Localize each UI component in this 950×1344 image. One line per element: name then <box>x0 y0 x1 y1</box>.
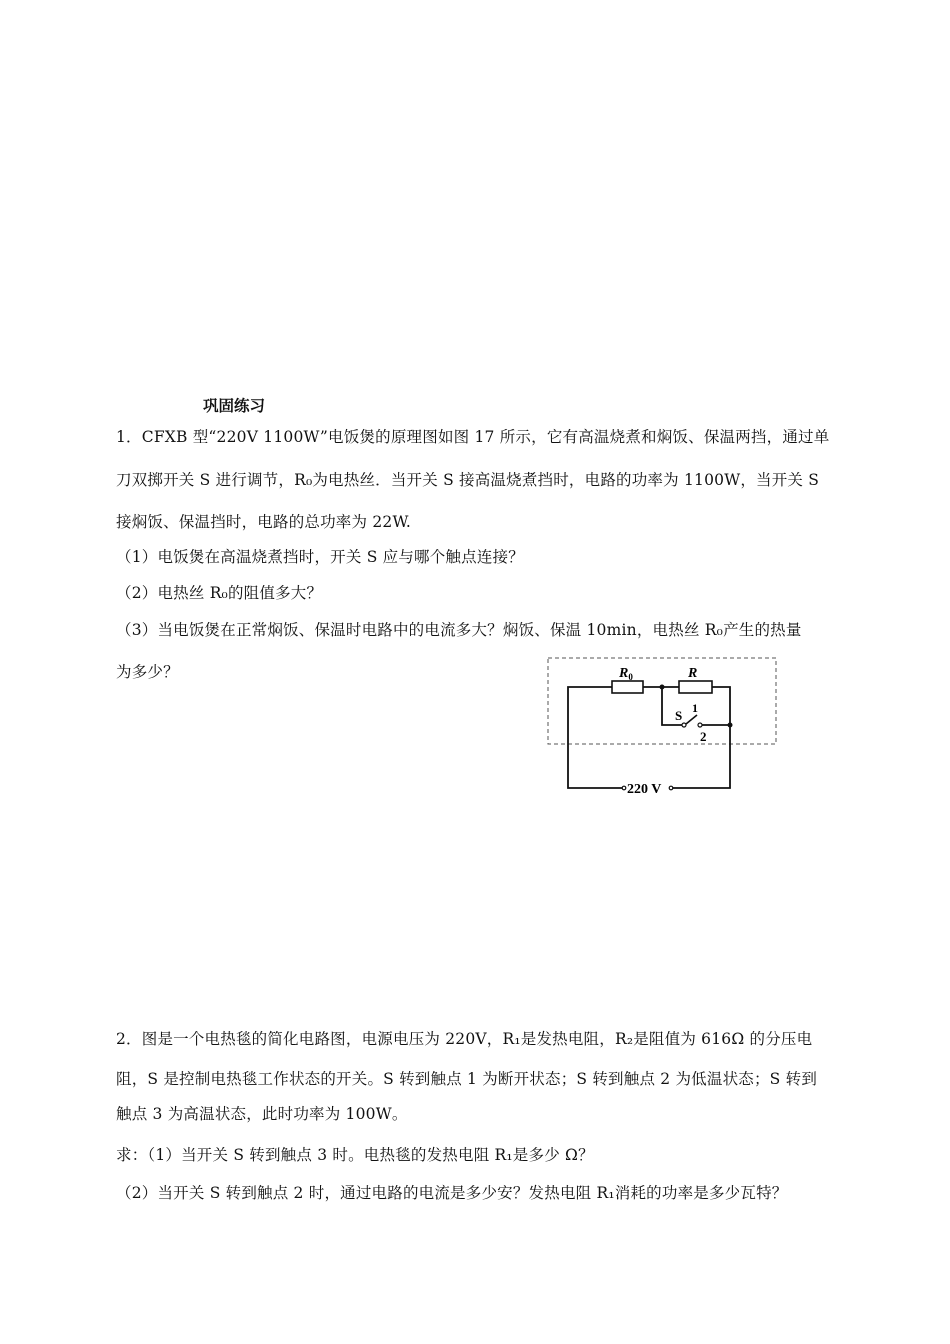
q1-line-2: 刀双掷开关 S 进行调节，R₀为电热丝．当开关 S 接高温烧煮挡时，电路的功率为 1100W，当开关 S <box>116 471 820 489</box>
terminal-right <box>669 786 673 790</box>
label-contact-2: 2 <box>700 729 707 744</box>
resistor-r <box>679 681 712 693</box>
label-r0: $R_0$ <box>619 666 633 682</box>
label-switch: S <box>675 708 683 723</box>
label-r: R <box>688 666 698 681</box>
resistor-r0 <box>612 681 643 693</box>
q2-line-3: 触点 3 为高温状态，此时功率为 100W。 <box>116 1105 408 1123</box>
section-heading: 巩固练习 <box>203 397 266 415</box>
q1-line-5: （2）电热丝 R₀的阻值多大？ <box>116 584 323 602</box>
q1-line-3: 接焖饭、保温挡时，电路的总功率为 22W. <box>116 513 412 531</box>
label-voltage: 220 V <box>627 782 662 797</box>
junction-right <box>728 723 733 728</box>
q2-line-2: 阻，S 是控制电热毯工作状态的开关。S 转到触点 1 为断开状态；S 转到触点 2 为低温状态；S 转到 <box>116 1070 818 1088</box>
q2-line-4: 求：（1）当开关 S 转到触点 3 时。电热毯的发热电阻 R₁是多少 Ω？ <box>116 1146 594 1164</box>
q2-line-5: （2）当开关 S 转到触点 2 时，通过电路的电流是多少安？发热电阻 R₁消耗的功率是多少瓦特？ <box>116 1184 788 1202</box>
q1-line-1: 1．CFXB 型“220V 1100W”电饭煲的原理图如图 17 所示，它有高温烧煮和焖饭、保温两挡，通过单 <box>116 428 830 446</box>
q2-line-1: 2．图是一个电热毯的简化电路图，电源电压为 220V，R₁是发热电阻，R₂是阻值为 616Ω 的分压电 <box>116 1030 813 1048</box>
circuit-diagram <box>540 652 780 802</box>
q1-line-4: （1）电饭煲在高温烧煮挡时，开关 S 应与哪个触点连接？ <box>116 548 524 566</box>
wire-left <box>568 687 643 788</box>
switch-blade <box>686 715 697 724</box>
q1-line-6: （3）当电饭煲在正常焖饭、保温时电路中的电流多大？焖饭、保温 10min，电热丝 R₀产生的热量 <box>116 621 802 639</box>
q1-line-7: 为多少？ <box>116 663 179 681</box>
label-contact-1: 1 <box>692 701 698 715</box>
switch-pivot <box>682 723 686 727</box>
contact-2-node <box>698 723 702 727</box>
terminal-left <box>622 786 626 790</box>
